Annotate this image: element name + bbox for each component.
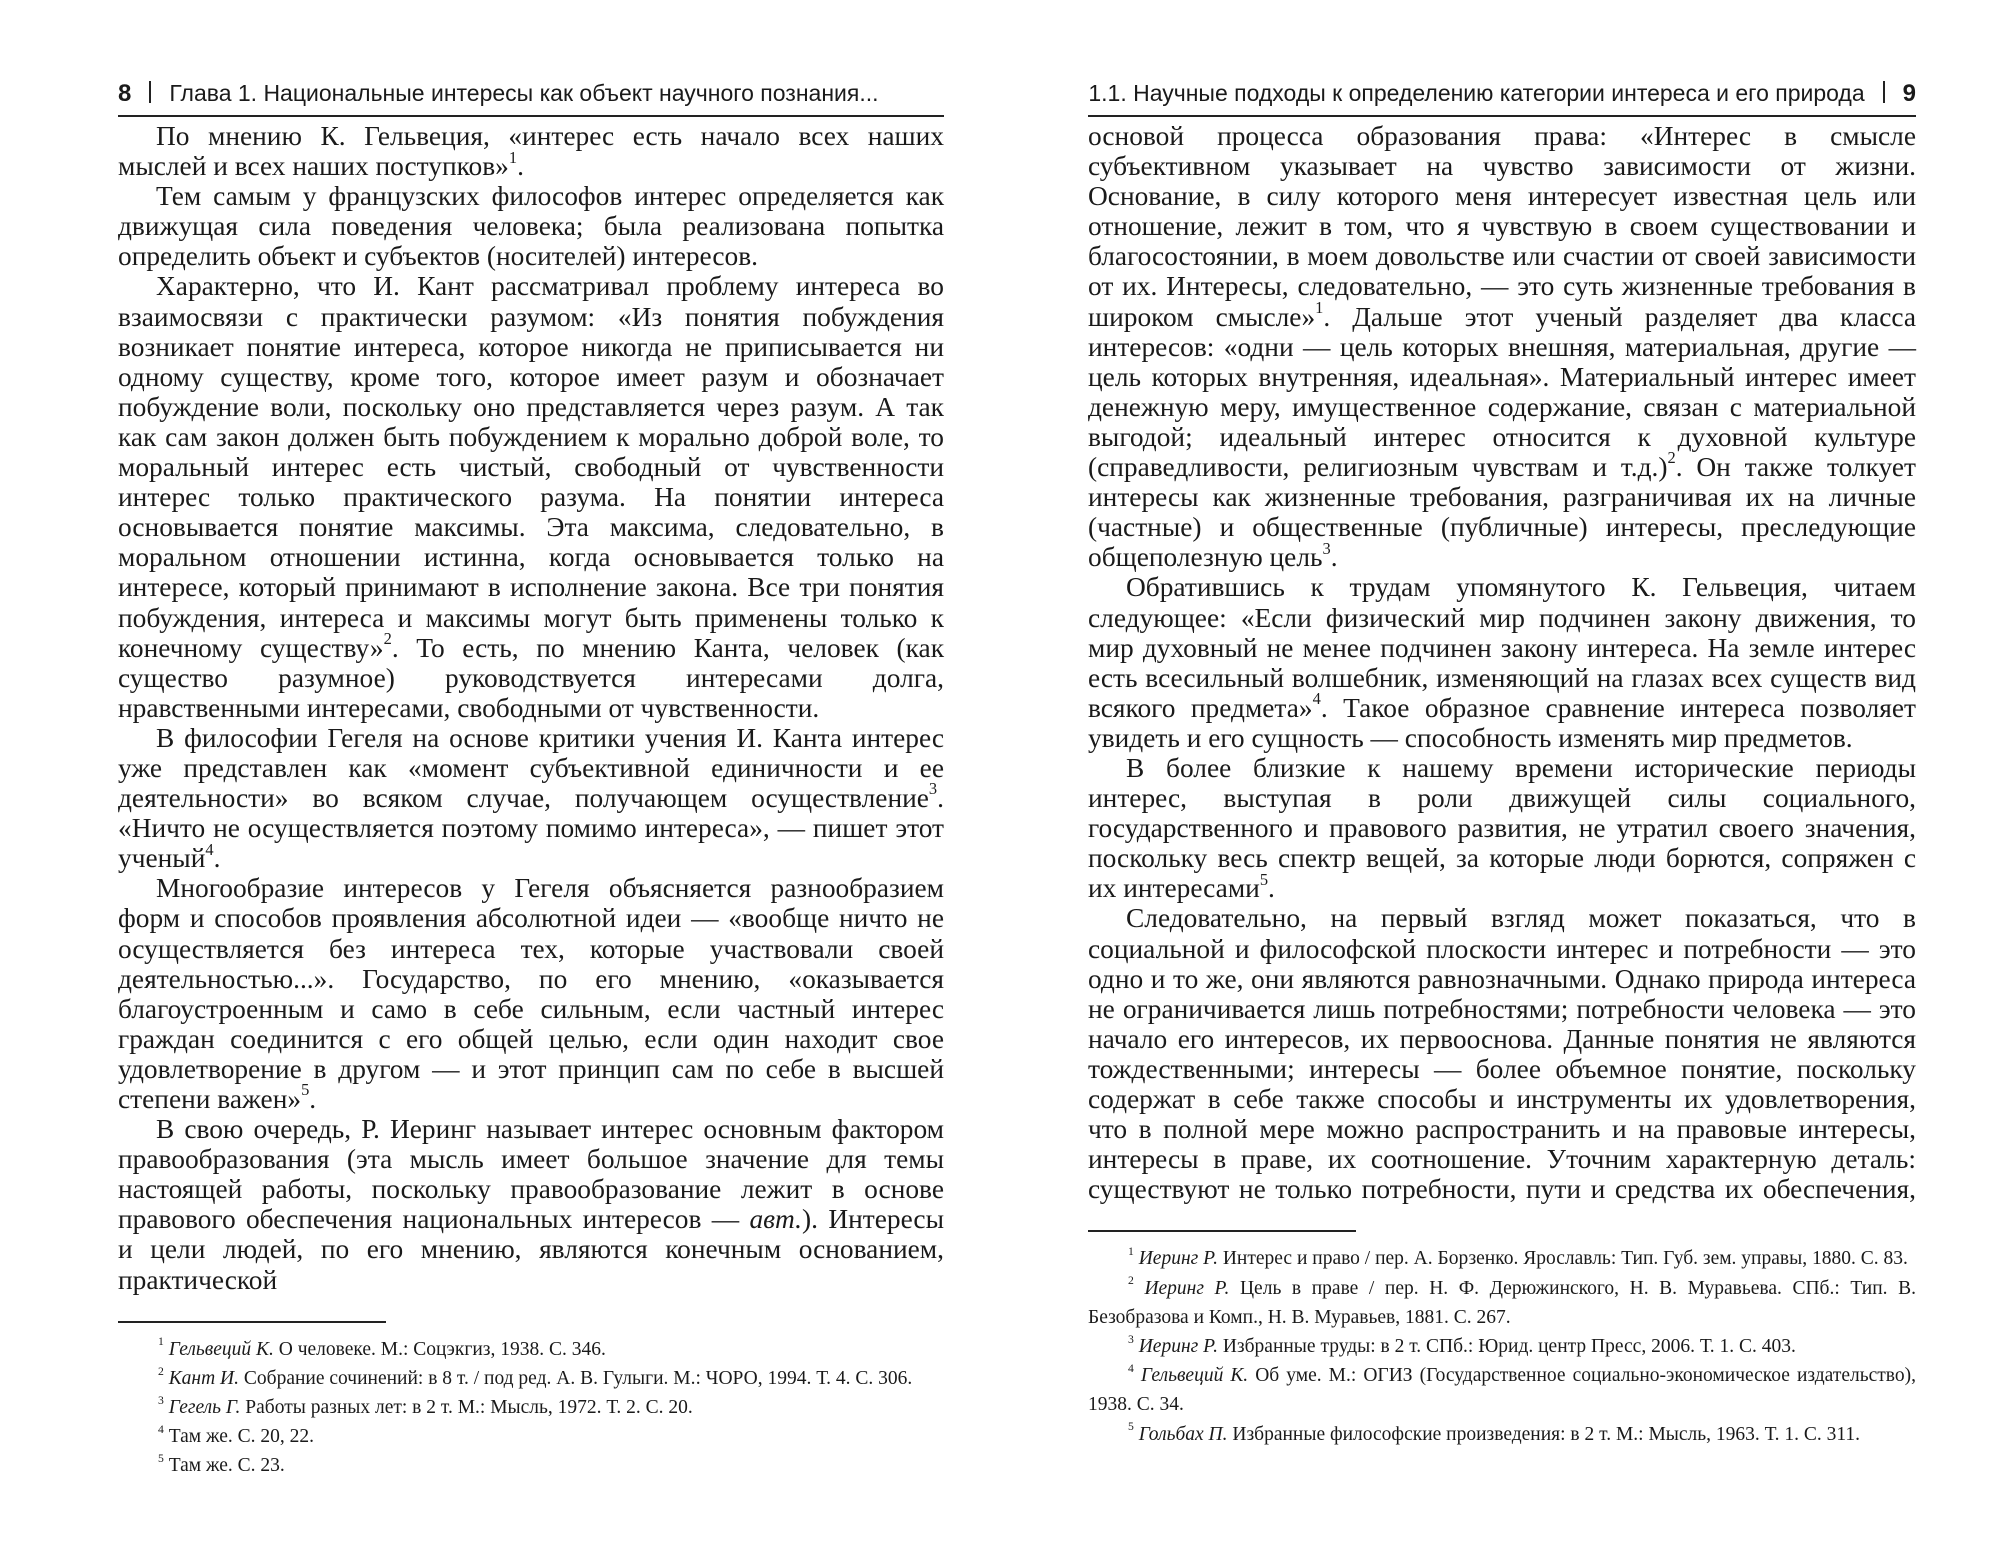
paragraph: Следовательно, на первый взгляд может показаться, что в социальной и философской плоскости интерес и потребности — это одно и то же, они являются равнозначными. Однако природа интереса не ограничивается лишь потребностями; потребности человека — это начало его интересов, их первооснова. Данные понятия не являются тождественными; интересы — более объемное понятие, поскольку содержат в себе также способы и инструменты их удовлетворения, что в полной мере можно распространить и на правовые интересы, интересы в праве, их соотношение. Уточним характерную деталь: существуют не только потребности, пути и средства их обеспечения, <box>1088 903 1916 1205</box>
footnote: $^5$ Там же. С. 23. <box>158 1452 285 1477</box>
footnote: $^2$ Кант И. Собрание сочинений: в 8 т. / под ред. А. В. Гулыги. М.: ЧОРО, 1994. Т. 4. С. 306. <box>158 1364 913 1389</box>
paragraph: Тем самым у французских философов интерес определяется как движущая сила поведения человека; была реализована попытка определить объект и субъектов (носителей) интересов. <box>118 181 944 272</box>
left-page <box>118 78 944 1481</box>
running-title: Глава 1. Национальные интересы как объект научного познания... <box>169 80 879 106</box>
footnotes <box>1088 1244 1916 1448</box>
footnote: $^3$ Гегель Г. Работы разных лет: в 2 т. М.: Мысль, 1972. Т. 2. С. 20. <box>158 1393 693 1419</box>
footnote: $^1$ Иеринг Р. Интерес и право / пер. А. Борзенко. Ярославль: Тип. Губ. зем. управы, 1880. С. 83. <box>1128 1245 1908 1270</box>
footnotes <box>118 1335 944 1481</box>
footnote: $^4$ Там же. С. 20, 22. <box>158 1423 315 1448</box>
paragraph: Характерно, что И. Кант рассматривал проблему интереса во взаимосвязи с практически разумом: «Из понятия побуждения возникает понятие интереса, которое никогда не приписывается ни одному существу, кроме того, которое имеет разум и обозначает побуждение воли, поскольку оно представляется через разум. А так как сам закон должен быть побуждением к морально доброй воле, то моральный интерес есть чистый, свободный от чувственности интерес только практического разума. На понятии интереса основывается понятие максимы. Эта максима, следовательно, в моральном отношении истинна, когда основывается только на интересе, который принимают в исполнение закона. Все три понятия побуждения, интереса и максимы могут быть применены только к конечному существу»$^2$. То есть, по мнению Канта, человек (как существо разумное) руководствуется интересами долга, нравственными интересами, свободными от чувственности. <box>118 271 944 723</box>
paragraph: В более близкие к нашему времени исторические периоды интерес, выступая в роли движущей силы социального, государственного и правового развития, не утратил своего значения, поскольку весь спектр вещей, за которые люди борются, сопряжен с их интересами$^5$. <box>1088 752 1916 904</box>
body-text <box>1088 121 1916 1204</box>
header-separator <box>1883 81 1885 103</box>
page-number: 8 <box>118 80 132 107</box>
header-separator <box>149 81 151 103</box>
running-head <box>1088 78 1916 117</box>
footnote: $^2$ Иеринг Р. Цель в праве / пер. Н. Ф. Дерюжинского, Н. В. Муравьева. СПб.: Тип. В. Безобразова и Комп., Н. В. Муравьев, 1881. С. 267. <box>1088 1274 1916 1328</box>
paragraph: В свою очередь, Р. Иеринг называет интерес основным фактором правообразования (эта мысль имеет большое значение для темы настоящей работы, поскольку правообразование лежит в основе правового обеспечения национальных интересов — авт.). Интересы и цели людей, по его мнению, являются конечным основанием, практической <box>118 1114 944 1295</box>
running-title: 1.1. Научные подходы к определению категории интереса и его природа <box>1088 80 1865 106</box>
footnote: $^4$ Гельвеций К. Об уме. М.: ОГИЗ (Государственное социально-экономическое издательство), 1938. С. 34. <box>1088 1361 1916 1416</box>
footnote-rule <box>118 1321 386 1323</box>
footnote: $^5$ Гольбах П. Избранные философские произведения: в 2 т. М.: Мысль, 1963. Т. 1. С. 311. <box>1128 1420 1861 1445</box>
page-number: 9 <box>1902 80 1916 107</box>
footnote-rule <box>1088 1230 1356 1232</box>
paragraph: основой процесса образования права: «Интерес в смысле субъективном указывает на чувство зависимости от жизни. Основание, в силу которого меня интересует известная цель или отношение, лежит в том, что я чувствую в своем существовании и благосостоянии, в моем довольстве или счастии от своей зависимости от их. Интересы, следовательно, — это суть жизненные требования в широком смысле»$^1$. Дальше этот ученый разделяет два класса интересов: «одни — цель которых внешняя, материальная, другие — цель которых внутренняя, идеальная». Материальный интерес имеет денежную меру, имущественное содержание, связан с материальной выгодой; идеальный интерес относится к духовной культуре (справедливости, религиозным чувствам и т.д.)$^2$. Он также толкует интересы как жизненные требования, разграничивая их на личные (частные) и общественные (публичные) интересы, преследующие общеполезную цель$^3$. <box>1088 121 1916 573</box>
paragraph: В философии Гегеля на основе критики учения И. Канта интерес уже представлен как «момент субъективной единичности и ее деятельности» во всяком случае, получающем осуществление$^3$. «Ничто не осуществляется поэтому помимо интереса», — пишет этот ученый$^4$. <box>118 722 944 874</box>
footnote: $^1$ Гельвеций К. О человеке. М.: Соцэкгиз, 1938. С. 346. <box>158 1335 606 1360</box>
footnote: $^3$ Иеринг Р. Избранные труды: в 2 т. СПб.: Юрид. центр Пресс, 2006. Т. 1. С. 403. <box>1128 1332 1796 1357</box>
paragraph: Обратившись к трудам упомянутого К. Гельвеция, читаем следующее: «Если физический мир подчинен закону движения, то мир духовный не менее подчинен закону интереса. На земле интерес есть всесильный волшебник, изменяющий на глазах всех существ вид всякого предмета»$^4$. Такое образное сравнение интереса позволяет увидеть и его сущность — способность изменять мир предметов. <box>1088 572 1916 753</box>
body-text <box>118 121 944 1295</box>
paragraph: Многообразие интересов у Гегеля объясняется разнообразием форм и способов проявления абсолютной идеи — «вообще ничто не осуществляется без интереса тех, которые участвовали своей деятельностью...». Государство, по его мнению, «оказывается благоустроенным и само в себе сильным, если частный интерес граждан соединится с его общей целью, если один находит свое удовлетворение в другом — и этот принцип сам по себе в высшей степени важен»$^5$. <box>118 873 944 1114</box>
paragraph: По мнению К. Гельвеция, «интерес есть начало всех наших мыслей и всех наших поступков»$^1$. <box>118 121 944 182</box>
running-head <box>118 78 944 117</box>
right-page <box>1088 78 1916 1449</box>
